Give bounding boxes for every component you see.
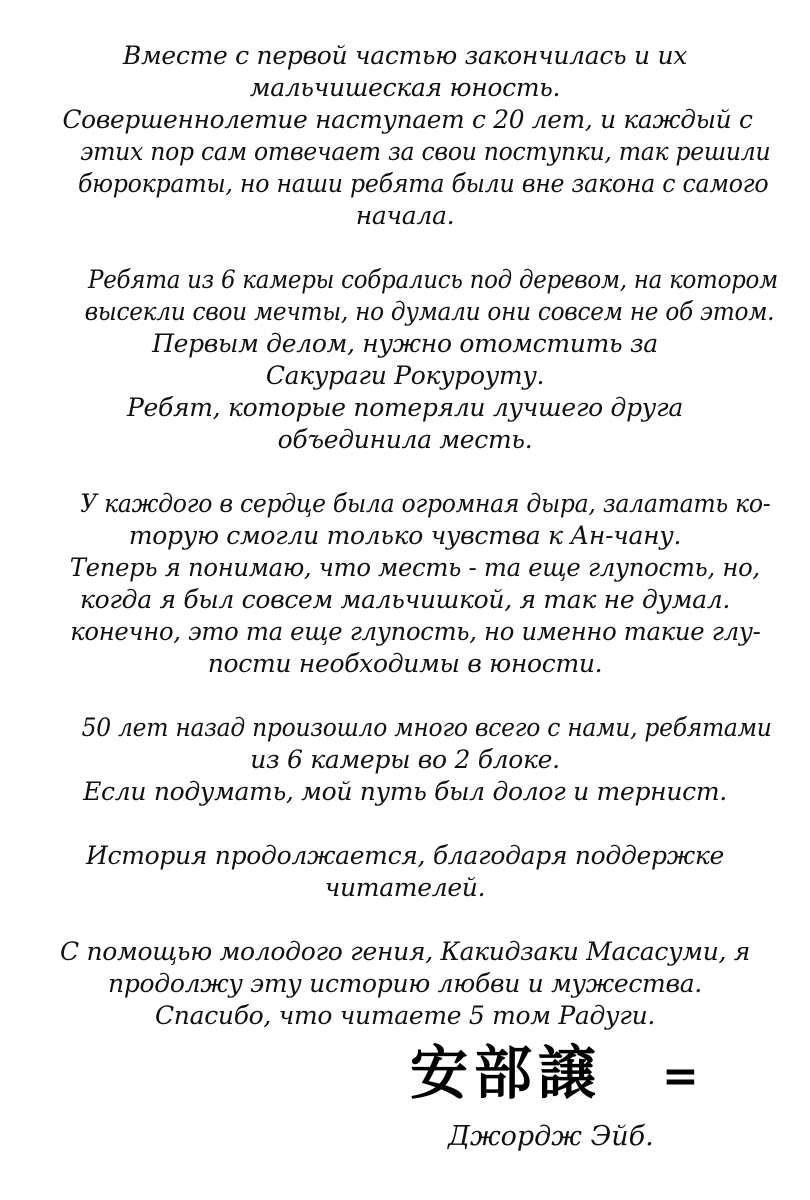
paragraph <box>60 712 772 808</box>
text-line: История продолжается, благодаря поддержке <box>86 841 724 870</box>
signature-kanji: 安部譲 <box>410 1039 603 1107</box>
text-line: из 6 камеры во 2 блоке. <box>250 745 560 774</box>
paragraph <box>60 936 750 1032</box>
text-line: объединила месть. <box>277 425 533 454</box>
text-line: Первым делом, нужно отомстить за <box>152 329 658 358</box>
afterword-text <box>60 40 778 1064</box>
paragraph <box>60 264 778 456</box>
text-line: когда я был совсем мальчишкой, я так не думал. <box>79 585 731 614</box>
paragraph <box>60 488 771 680</box>
paragraph <box>60 840 750 904</box>
paragraph <box>60 40 771 232</box>
text-line: У каждого в сердце была огромная дыра, залатать ко- <box>80 489 771 518</box>
text-line: мальчишеская юность. <box>249 73 561 102</box>
text-line: высекли свои мечты, но думали они совсем не об этом. <box>84 297 775 326</box>
text-line: пости необходимы в юности. <box>207 649 603 678</box>
text-line: этих пор сам отвечает за свои поступки, так решили <box>80 137 771 166</box>
text-line: Если подумать, мой путь был долог и тернист. <box>83 777 727 806</box>
text-line: Вместе с первой частью закончилась и их <box>122 41 688 70</box>
text-line: продолжу эту историю любви и мужества. <box>108 969 702 998</box>
text-line: торую смогли только чувства к Ан-чану. <box>128 521 682 550</box>
text-line: Спасибо, что читаете 5 том Радуги. <box>154 1001 656 1030</box>
text-line: Ребят, которые потеряли лучшего друга <box>127 393 683 422</box>
author-signature <box>410 1038 710 1178</box>
text-line: Теперь я понимаю, что месть - та еще глупость, но, <box>69 553 760 582</box>
author-name: Джордж Эйб. <box>448 1121 654 1152</box>
text-line: Совершеннолетие наступает с 20 лет, и каждый с <box>62 105 753 134</box>
text-line: Сакураги Рокуроуту. <box>265 361 545 390</box>
text-line: 50 лет назад произошло много всего с нами, ребятами <box>81 713 772 742</box>
text-line: конечно, это та еще глупость, но именно такие глу- <box>70 617 761 646</box>
text-line: бюрократы, но наши ребята были вне закона с самого <box>78 169 769 198</box>
text-line: начала. <box>355 201 455 230</box>
text-line: читателей. <box>324 873 486 902</box>
text-line: Ребята из 6 камеры собрались под деревом, на котором <box>88 265 778 294</box>
signature-mark: = <box>662 1051 699 1102</box>
text-line: С помощью молодого гения, Какидзаки Масасуми, я <box>60 937 751 966</box>
